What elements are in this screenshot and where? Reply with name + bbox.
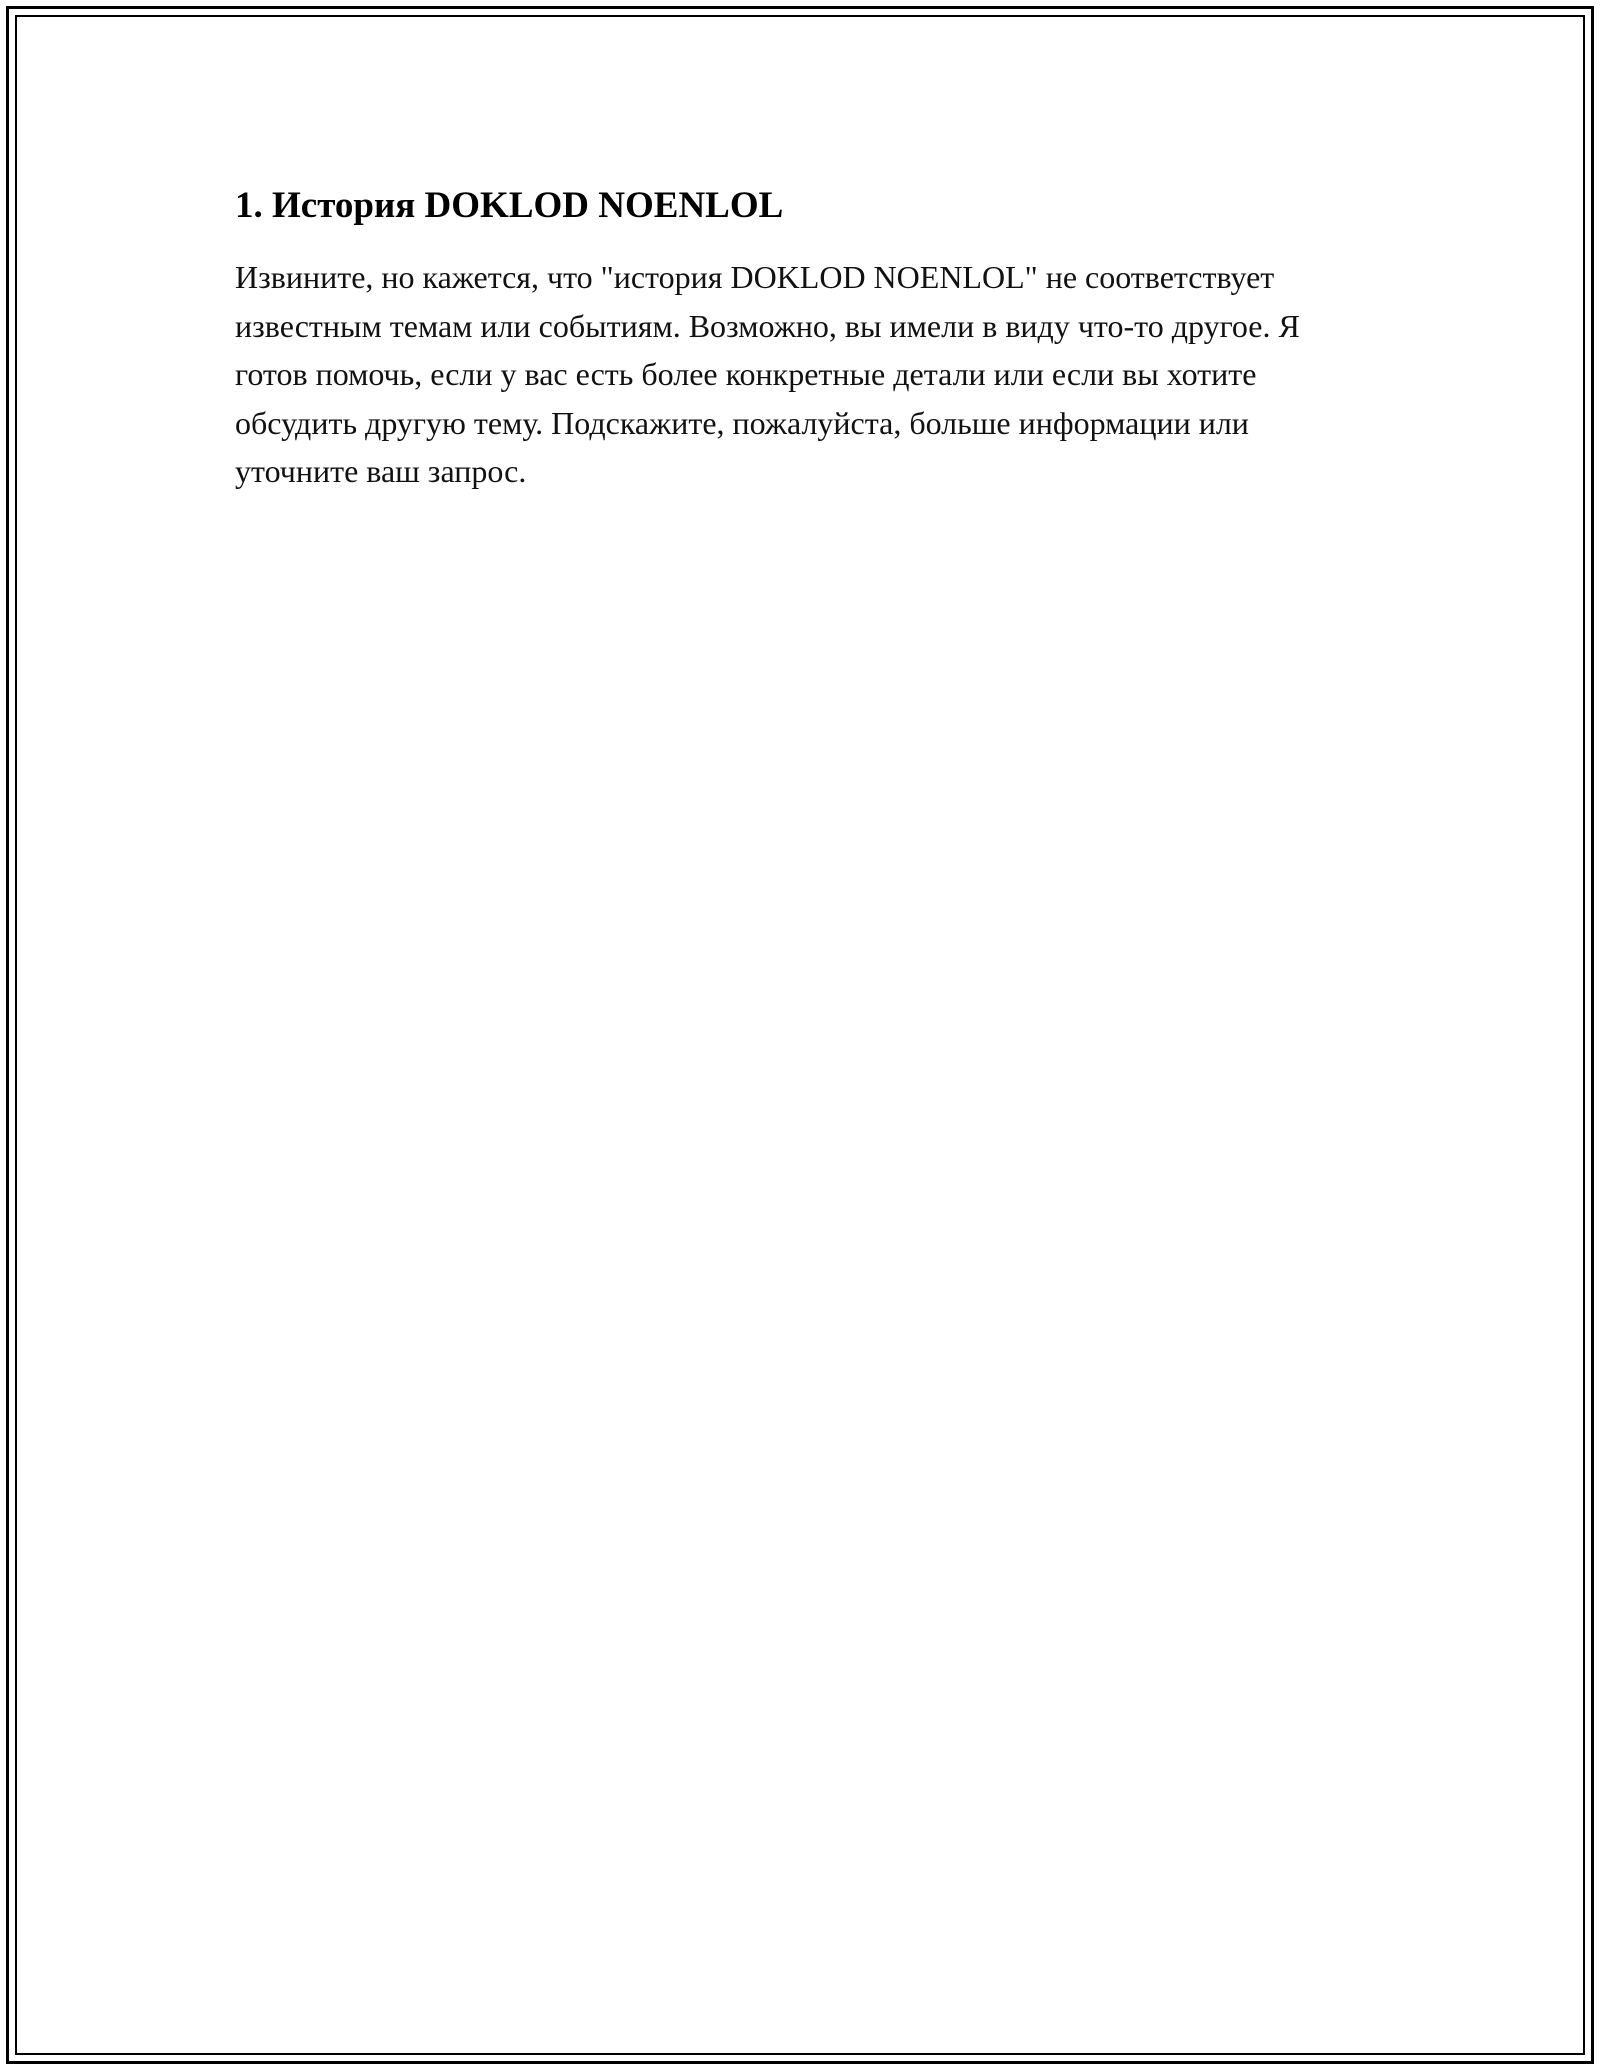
section-heading: 1. История DOKLOD NOENLOL <box>235 185 784 226</box>
body-paragraph: Извините, но кажется, что "история DOKLOD NOENLOL" не соответствует известным темам или событиям. Возможно, вы имели в виду что-то другое. Я готов помочь, если у вас есть более конкретные детали или если вы хотите обсудить другую тему. Подскажите, пожалуйста, больше информации или уточните ваш запрос. <box>235 259 1300 489</box>
page-content <box>235 183 1365 496</box>
